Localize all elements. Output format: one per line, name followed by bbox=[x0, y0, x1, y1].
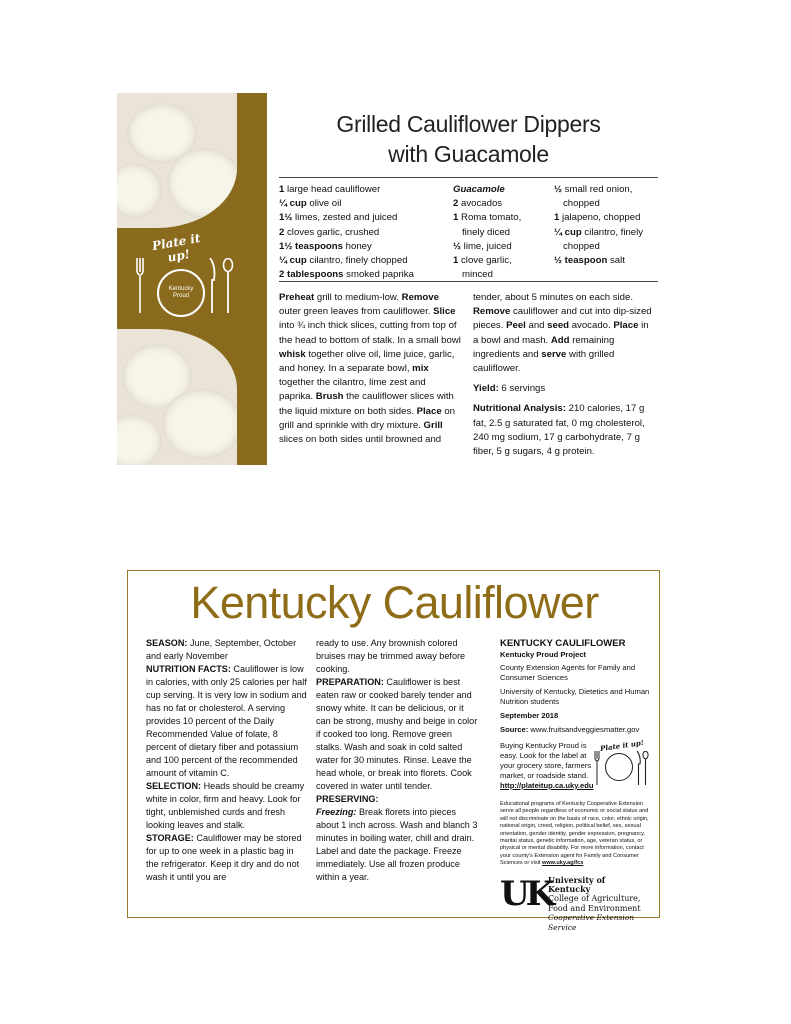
info-authors-2: University of Kentucky, Dietetics and Human Nutrition students bbox=[500, 687, 650, 706]
mini-spoon-icon bbox=[642, 751, 649, 785]
guacamole-ingredient: ½ teaspoon salt bbox=[554, 255, 625, 267]
facts-column-2 bbox=[316, 637, 478, 884]
guacamole-ingredient: 1 clove garlic, bbox=[453, 255, 512, 267]
mini-fork-icon bbox=[594, 751, 600, 785]
cauliflower-photo-top bbox=[117, 93, 237, 228]
directions-paragraph: Nutritional Analysis: 210 calories, 17 g fat, 2.5 g saturated fat, 0 mg cholesterol, 240 mg sodium, 17 g carbohydrate, 7 g fiber, 5 g sugars, 4 g protein. bbox=[473, 403, 645, 458]
guacamole-ingredient: minced bbox=[462, 269, 493, 281]
fcs-link[interactable]: www.uky.ag/fcs bbox=[541, 860, 584, 867]
directions-paragraph: Preheat grill to medium-low. Remove outer green leaves from cauliflower. Slice into ¾ inch thick slices, cutting from top of the head to bottom of stalk. In a small bowl whisk together olive oil, lime juice, garlic, and honey. In a separate bowl, mix together the cilantro, lime zest and paprika. Brush the cauliflower slices with the liquid mixture on both sides. Place on grill and sprinkle with dry mixture. Grill slices on both sides until browned and bbox=[279, 292, 461, 446]
fact-box bbox=[127, 570, 660, 932]
fact-paragraph: SEASON: June, September, October and early November bbox=[146, 638, 297, 661]
plate-it-up-title: Plate it up! bbox=[151, 230, 202, 265]
cauliflower-photo-bottom bbox=[117, 329, 237, 465]
mini-knife-icon bbox=[636, 751, 641, 785]
guacamole-heading: Guacamole bbox=[453, 184, 505, 195]
fact-paragraph: STORAGE: Cauliflower may be stored for up to one week in a plastic bag in the refrigerator. Keep it dry and do not wash it until you are bbox=[146, 833, 302, 882]
plateitup-link[interactable]: http://plateitup.ca.uky.edu bbox=[500, 781, 594, 790]
mini-plate-badge: Plate it up! bbox=[594, 741, 650, 789]
guacamole-ingredient: 2 avocados bbox=[453, 198, 503, 210]
info-authors-1: County Extension Agents for Family and Consumer Sciences bbox=[500, 663, 636, 682]
fork-icon bbox=[136, 258, 146, 313]
ingredients-guacamole-cont bbox=[554, 183, 659, 268]
guacamole-ingredient: 1 Roma tomato, bbox=[453, 212, 522, 224]
guacamole-ingredient: ½ small red onion, bbox=[554, 184, 633, 195]
info-heading: KENTUCKY CAULIFLOWER bbox=[500, 638, 626, 649]
recipe-title: Grilled Cauliflower Dippers with Guacamole bbox=[336, 111, 601, 167]
photo-panel bbox=[117, 93, 267, 465]
ingredient-item: ¼ cup cilantro, finely chopped bbox=[279, 255, 408, 267]
directions-right bbox=[473, 291, 655, 459]
kentucky-proud-logo: Kentucky Proud bbox=[157, 269, 205, 317]
fact-paragraph: ready to use. Any brownish colored bruises may be trimmed away before cooking. bbox=[316, 638, 466, 674]
mini-plate-icon bbox=[605, 753, 633, 781]
guacamole-ingredient: chopped bbox=[563, 198, 600, 210]
disclaimer: Educational programs of Kentucky Cooperative Extension serve all people regardless of economic or social status and will not discriminate on the basis of race, color, ethnic origin, national origin, creed, religion, political belief, sex, sexual orientation, gender identity, gender expression, pregnancy, marital status, genetic information, age, veteran status, or physical or mental disability. For more information, contact your county's Extension agent for Family and Consumer Sciences or visit www.uky.ag/fcs bbox=[500, 801, 649, 867]
info-source: Source: www.fruitsandveggiesmatter.gov bbox=[500, 725, 640, 734]
guacamole-ingredient: ¼ cup cilantro, finely bbox=[554, 226, 644, 238]
ingredient-item: 1½ limes, zested and juiced bbox=[279, 212, 398, 224]
uk-mark-logo: UK bbox=[500, 873, 552, 914]
info-date: September 2018 bbox=[500, 711, 559, 720]
ingredients-main bbox=[279, 183, 444, 282]
ingredients-divider bbox=[279, 281, 658, 282]
directions-left bbox=[279, 291, 461, 447]
info-column bbox=[500, 637, 650, 932]
uk-college-text: University of Kentucky College of Agriculture, Food and Environment Cooperative Extension Service bbox=[548, 874, 641, 932]
ingredient-item: 1 large head cauliflower bbox=[279, 184, 381, 195]
buy-text: Buying Kentucky Proud is easy. Look for the label at your grocery store, farmers market, or roadside stand. http://plateitup.ca.uky.edu bbox=[500, 741, 594, 790]
guacamole-ingredient: chopped bbox=[563, 240, 600, 252]
fact-paragraph: SELECTION: Heads should be creamy white in color, firm and heavy. Look for tight, unblemished curds and fresh looking leaves and stalk. bbox=[146, 781, 305, 830]
spoon-icon bbox=[222, 258, 234, 313]
ingredient-item: ¼ cup olive oil bbox=[279, 198, 342, 210]
ingredient-item: 2 cloves garlic, crushed bbox=[279, 226, 380, 238]
knife-icon bbox=[208, 258, 216, 313]
ingredient-item: 2 tablespoons smoked paprika bbox=[279, 269, 414, 281]
fact-title: Kentucky Cauliflower bbox=[190, 577, 599, 628]
fact-paragraph: NUTRITION FACTS: Cauliflower is low in calories, with only 25 calories per half cup serving. It is very low in sodium and has no fat or cholesterol. A serving provides 10 percent of the Daily Recommended Value of folate, 8 percent of dietary fiber and potassium and 100 percent of the recommended amount of vitamin C. bbox=[146, 664, 307, 778]
guacamole-ingredient: 1 jalapeno, chopped bbox=[554, 212, 641, 224]
facts-column-1 bbox=[146, 637, 308, 884]
plate-it-up-badge bbox=[122, 230, 252, 328]
title-divider bbox=[279, 177, 658, 178]
directions-paragraph: tender, about 5 minutes on each side. Remove cauliflower and cut into dip-sized pieces. Peel and seed avocado. Place in a bowl and mash. Add remaining ingredients and serve with grilled cauliflower. bbox=[473, 292, 652, 375]
buy-kentucky-proud bbox=[500, 737, 650, 799]
fact-paragraph: PREPARATION: Cauliflower is best eaten raw or cooked barely tender and snowy white. It can be delicious, or it can be strong, mushy and beige in color if cooked too long. Remove green stalks. Wash and soak in cold salted water for 30 minutes. Rinse. Leave the head whole, or break into florets. Cook covered in water until tender. bbox=[316, 677, 478, 791]
fact-paragraph: PRESERVING: bbox=[316, 794, 379, 804]
info-project: Kentucky Proud Project bbox=[500, 650, 587, 659]
ingredient-item: 1½ teaspoons honey bbox=[279, 240, 372, 252]
uk-extension-logo bbox=[500, 873, 650, 932]
guacamole-ingredient: ½ lime, juiced bbox=[453, 240, 512, 252]
guacamole-ingredient: finely diced bbox=[462, 226, 510, 238]
recipe-card bbox=[117, 93, 658, 465]
directions-paragraph: Yield: 6 servings bbox=[473, 383, 546, 395]
fact-paragraph: Freezing: Break florets into pieces about 1 inch across. Wash and blanch 3 minutes in boiling water, chill and drain. Label and date the package. Freeze immediately. Use all frozen produce within a year. bbox=[316, 807, 478, 882]
ingredients-guacamole bbox=[453, 183, 553, 282]
